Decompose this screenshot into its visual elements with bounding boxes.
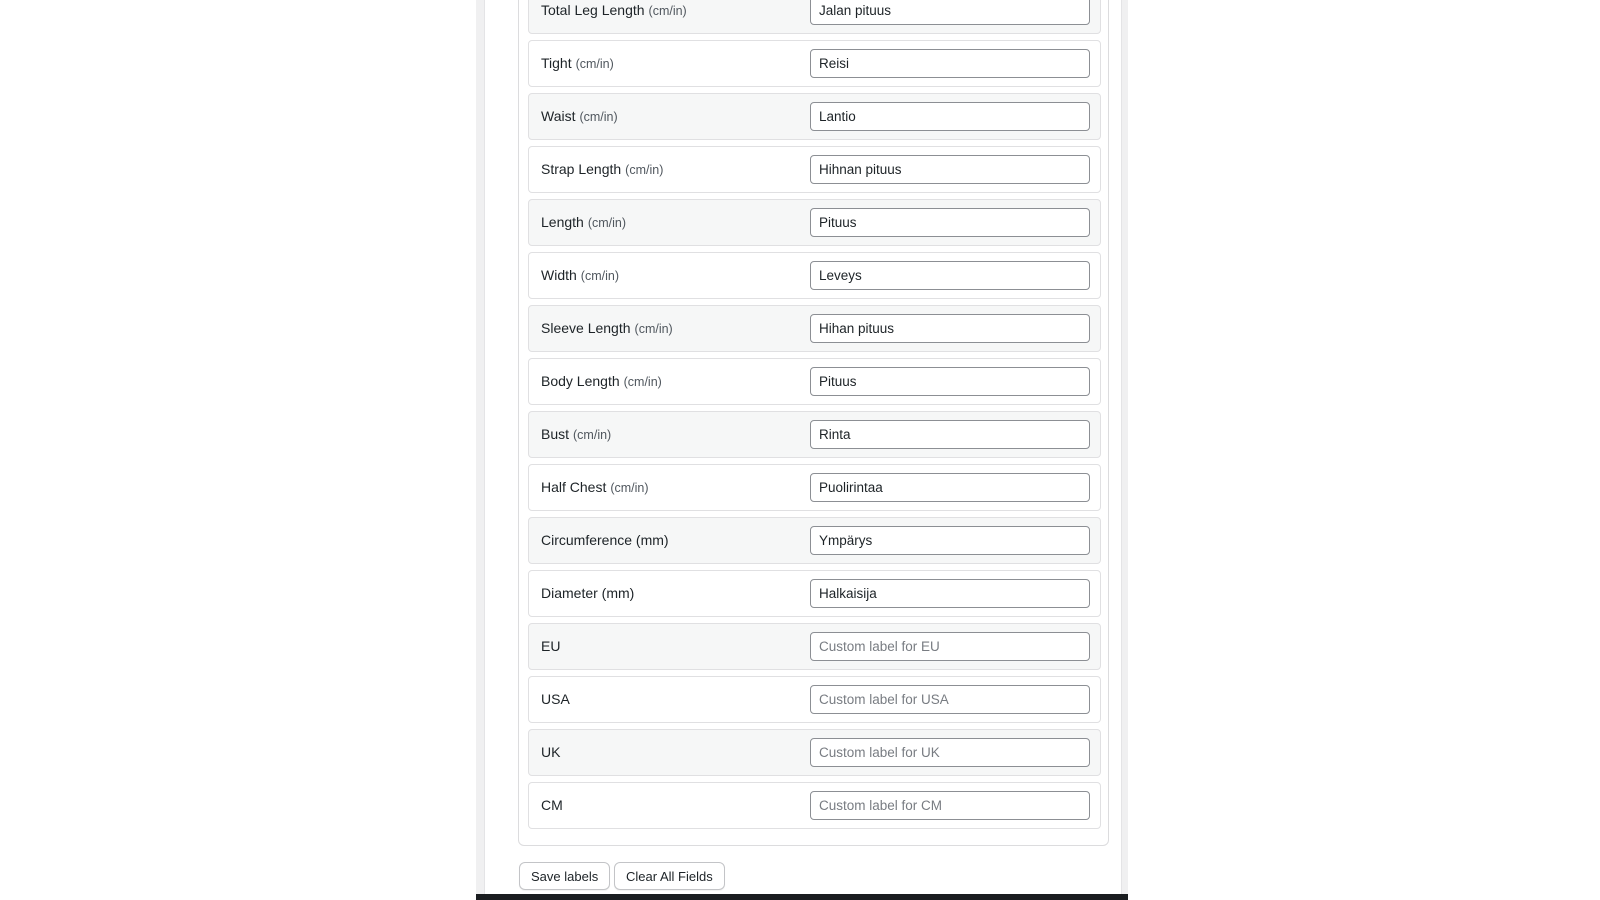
page-background [476,0,1128,900]
label-row-tight [528,40,1101,87]
field-label [541,94,618,139]
label-row-waist [528,93,1101,140]
field-label [541,783,563,828]
label-row-strap-length [528,146,1101,193]
field-label-text: Half Chest [541,479,607,495]
custom-label-input-uk[interactable] [810,738,1090,767]
custom-label-input-strap-length[interactable] [810,155,1090,184]
custom-label-input-bust[interactable] [810,420,1090,449]
field-label [541,730,560,775]
field-label-text: Width [541,267,577,283]
field-unit: (cm/in) [648,4,687,18]
field-label-text: USA [541,691,570,707]
label-row-body-length [528,358,1101,405]
custom-label-input-tight[interactable] [810,49,1090,78]
custom-label-input-circumference-mm[interactable] [810,526,1090,555]
field-unit: (cm/in) [575,57,614,71]
field-label-text: Circumference (mm) [541,532,669,548]
field-label [541,359,662,404]
field-label [541,624,560,669]
field-label-text: Length [541,214,584,230]
field-label [541,253,619,298]
custom-label-input-waist[interactable] [810,102,1090,131]
custom-label-input-cm[interactable] [810,791,1090,820]
field-label [541,147,663,192]
custom-label-input-length[interactable] [810,208,1090,237]
field-label-text: Diameter (mm) [541,585,635,601]
label-fields-card [518,0,1109,846]
field-label-text: Strap Length [541,161,622,177]
field-label [541,571,634,616]
custom-label-input-width[interactable] [810,261,1090,290]
custom-label-input-half-chest[interactable] [810,473,1090,502]
label-row-uk [528,729,1101,776]
custom-label-input-usa[interactable] [810,685,1090,714]
field-unit: (cm/in) [625,163,664,177]
field-unit: (cm/in) [580,269,619,283]
field-unit: (cm/in) [579,110,618,124]
label-row-width [528,252,1101,299]
label-row-usa [528,676,1101,723]
field-label-text: EU [541,638,561,654]
field-label [541,200,626,245]
label-row-half-chest [528,464,1101,511]
save-labels-button[interactable]: Save labels [519,862,610,890]
clear-all-fields-button[interactable]: Clear All Fields [614,862,725,890]
label-row-eu [528,623,1101,670]
field-label-text: CM [541,797,563,813]
label-row-diameter-mm [528,570,1101,617]
custom-label-input-diameter-mm[interactable] [810,579,1090,608]
field-label-text: Tight [541,55,572,71]
custom-label-input-total-leg-length[interactable] [810,0,1090,25]
label-row-circumference-mm [528,517,1101,564]
custom-label-input-sleeve-length[interactable] [810,314,1090,343]
label-row-cm [528,782,1101,829]
field-unit: (cm/in) [634,322,673,336]
custom-label-input-body-length[interactable] [810,367,1090,396]
field-label [541,677,570,722]
field-label [541,412,611,457]
label-row-bust [528,411,1101,458]
field-label-text: Bust [541,426,570,442]
bottom-bar [476,894,1128,900]
custom-label-input-eu[interactable] [810,632,1090,661]
field-label-text: UK [541,744,561,760]
label-row-length [528,199,1101,246]
field-unit: (cm/in) [623,375,662,389]
field-unit: (cm/in) [610,481,649,495]
field-label [541,518,669,563]
label-row-total-leg-length [528,0,1101,34]
field-label-text: Sleeve Length [541,320,631,336]
label-row-sleeve-length [528,305,1101,352]
field-label [541,306,673,351]
field-label-text: Body Length [541,373,620,389]
settings-panel [484,0,1122,894]
field-label-text: Waist [541,108,576,124]
field-label [541,465,649,510]
field-label-text: Total Leg Length [541,2,645,18]
field-unit: (cm/in) [573,428,612,442]
field-label [541,41,614,86]
field-label [541,0,687,33]
field-unit: (cm/in) [587,216,627,230]
